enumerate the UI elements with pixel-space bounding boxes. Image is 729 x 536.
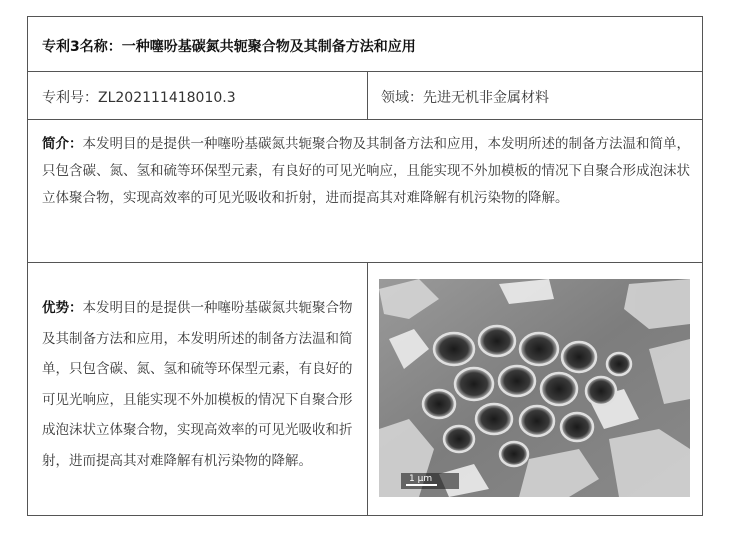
field-cell xyxy=(367,72,702,119)
patent-title: 专利3名称：一种噻吩基碳氮共轭聚合物及其制备方法和应用 xyxy=(42,39,416,55)
patent-number: 专利号：ZL202111418010.3 xyxy=(42,90,236,106)
intro-row xyxy=(28,120,702,263)
sem-micrograph-image xyxy=(379,279,690,497)
patent-number-cell xyxy=(28,72,368,119)
advantage-paragraph xyxy=(42,293,360,476)
intro-text: 本发明目的是提供一种噻吩基碳氮共轭聚合物及其制备方法和应用，本发明所述的制备方法温和简单，只包含碳、氮、氢和硫等环保型元素，有良好的可见光响应，且能实现不外加模板的情况下自聚合形成泡沫状立体聚合物，实现高效率的可见光吸收和折射，进而提高其对难降解有机污染物的降解。 xyxy=(42,136,690,206)
advantage-row xyxy=(28,263,702,515)
advantage-label: 优势： xyxy=(42,300,83,316)
advantage-text: 本发明目的是提供一种噻吩基碳氮共轭聚合物及其制备方法和应用，本发明所述的制备方法温和简单，只包含碳、氮、氢和硫等环保型元素，有良好的可见光响应，且能实现不外加模板的情况下自聚合形成泡沫状立体聚合物，实现高效率的可见光吸收和折射，进而提高其对难降解有机污染物的降解。 xyxy=(42,300,353,469)
intro-paragraph xyxy=(42,131,692,212)
meta-row xyxy=(28,72,702,120)
intro-label: 简介： xyxy=(42,136,83,152)
patent-field: 领域：先进无机非金属材料 xyxy=(381,90,549,106)
scale-bar-label: 1 μm xyxy=(409,474,433,484)
title-row xyxy=(28,17,702,72)
advantage-cell xyxy=(28,263,368,515)
patent-card xyxy=(27,16,703,516)
